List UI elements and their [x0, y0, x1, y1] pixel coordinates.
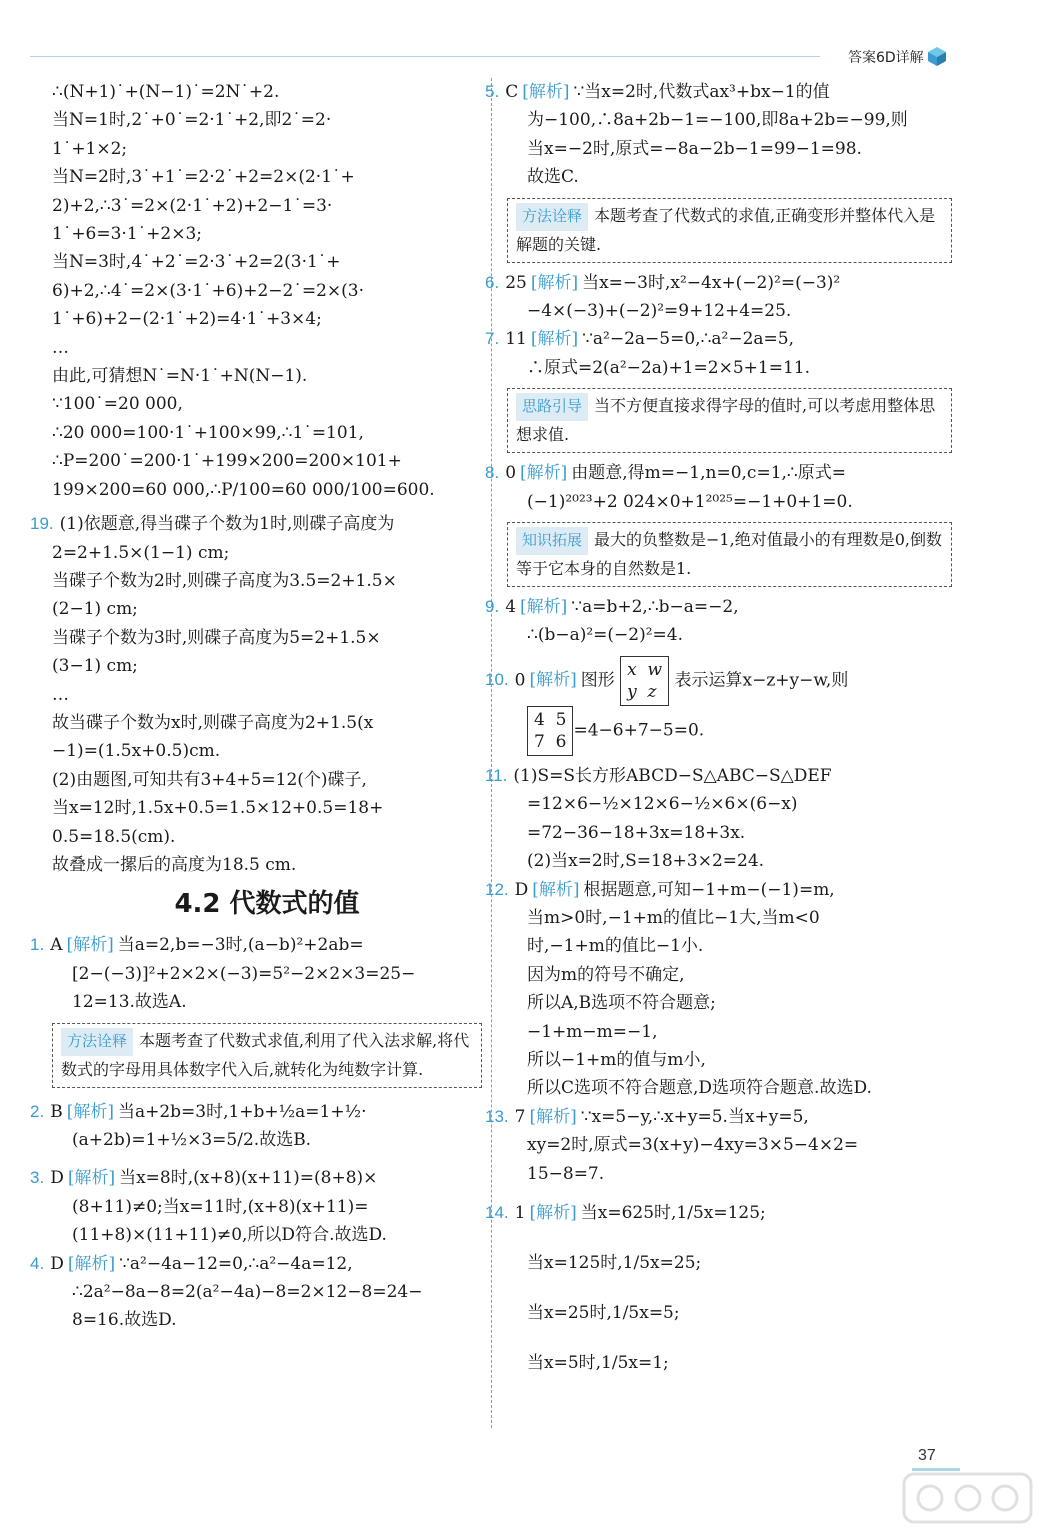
line-text: 8=16.故选D.: [72, 1310, 177, 1331]
text-line: [485, 269, 952, 297]
text-line: [485, 459, 952, 487]
question-2: [30, 1098, 482, 1155]
text-line: [507, 961, 952, 989]
text-line: [52, 1278, 482, 1306]
line-text: =72−36−18+3x=18+3x.: [527, 822, 746, 843]
header-rule: [30, 56, 820, 57]
question-number: 5.: [485, 82, 500, 101]
line-text: 时,−1+m的值比−1小.: [527, 936, 704, 957]
question-14: [485, 1188, 952, 1388]
note-text: 本题考查了代数式的求值,正确变形并整体代入是解题的关键.: [516, 205, 936, 254]
q10-line-1: 4 5 7 6 =4−6+7−5=0.: [507, 706, 952, 756]
line-text: 15−8=7.: [527, 1163, 605, 1184]
left-column: [30, 78, 482, 1335]
line-text: 故选C.: [527, 167, 579, 188]
answer: B: [50, 1101, 63, 1122]
question-12: [485, 876, 952, 1103]
question-number: 12.: [485, 879, 509, 899]
line-text: 当a=2,b=−3时,(a−b)²+2ab=: [117, 935, 364, 956]
answer: 7: [514, 1106, 526, 1127]
analysis-tag: [解析]: [520, 597, 568, 618]
text-line: [507, 989, 952, 1017]
note-box-method: [52, 1023, 482, 1088]
analysis-tag: [解析]: [529, 670, 577, 691]
question-number: 11.: [485, 765, 508, 785]
text-line: [30, 931, 482, 959]
line-text: ∴原式=2(a²−2a)+1=2×5+1=11.: [527, 357, 810, 378]
answer: C: [505, 82, 519, 102]
watermark-logo: [900, 1468, 1035, 1528]
line-text: 当x=5时,1/5x=1;: [527, 1352, 669, 1373]
text-line: …: [52, 337, 69, 358]
text-line: …: [52, 684, 69, 705]
question-number: 14.: [485, 1202, 509, 1222]
answer: 25: [505, 272, 527, 293]
analysis-tag: [解析]: [66, 935, 114, 956]
text-line: 0.5=18.5(cm).: [52, 826, 176, 847]
question-number: 9.: [485, 597, 500, 617]
question-6: [485, 269, 952, 326]
text-line: [485, 762, 952, 790]
text-line: ∴P=200˙=200·1˙+199×200=200×101+: [52, 451, 402, 472]
q19-line-0: 19. (1)依题意,得当碟子个数为1时,则碟子高度为: [30, 514, 395, 535]
question-11: [485, 762, 952, 876]
text-line: 2)+2,∴3˙=2×(2·1˙+2)+2−1˙=3·: [52, 195, 333, 216]
line-text: ∴(b−a)²=(−2)²=4.: [527, 625, 684, 646]
line-text: xy=2时,原式=3(x+y)−4xy=3×5−4×2=: [527, 1135, 859, 1156]
answer: D: [514, 879, 529, 900]
answer: D: [50, 1168, 64, 1189]
question-9: [485, 593, 952, 650]
text-line: [52, 988, 482, 1016]
text-line: [52, 1193, 482, 1221]
text-line: [52, 1126, 482, 1154]
text-line: 当N=2时,3˙+1˙=2·2˙+2=2×(2·1˙+: [52, 167, 355, 188]
line-text: [2−(−3)]²+2×2×(−3)=5²−2×2×3=25−: [72, 963, 416, 984]
text-line: [30, 1164, 482, 1192]
page-number: 37: [918, 1447, 936, 1464]
text-line: [507, 1074, 952, 1102]
text-line: 2=2+1.5×(1−1) cm;: [52, 542, 230, 563]
line-text: (1)S=S长方形ABCD−S△ABC−S△DEF: [513, 765, 832, 786]
answer: 1: [514, 1202, 526, 1223]
cube-icon: [926, 45, 948, 67]
line-text: ∵当x=2时,代数式ax³+bx−1的值: [573, 82, 830, 102]
text-line: [485, 1103, 952, 1131]
text-line: 199×200=60 000,∴P/100=60 000/100=600.: [52, 479, 435, 500]
text-line: 当N=3时,4˙+2˙=2·3˙+2=2(3·1˙+: [52, 252, 341, 273]
answer: D: [50, 1253, 64, 1274]
text-line: 当碟子个数为3时,则碟子高度为5=2+1.5×: [52, 627, 381, 648]
text-line: [485, 593, 952, 621]
question-number: 2.: [30, 1101, 45, 1121]
note-box-method-2: [507, 198, 952, 263]
question-number: 8.: [485, 463, 500, 483]
text-line: 当碟子个数为2时,则碟子高度为3.5=2+1.5×: [52, 570, 397, 591]
note-text: 最大的负整数是−1,绝对值最小的有理数是0,倒数等于它本身的自然数是1.: [516, 530, 942, 579]
q10-line-0: 10. 0 [解析] 图形 x w y z 表示运算x−z+y−w,则: [485, 656, 952, 706]
text-line: [507, 621, 952, 649]
right-column: [485, 78, 952, 1388]
text-line: [507, 297, 952, 325]
question-number: 6.: [485, 272, 500, 292]
line-text: ∵x=5−y,∴x+y=5.当x+y=5,: [580, 1106, 809, 1127]
analysis-tag: [解析]: [66, 1101, 114, 1122]
line-text: 当x=−2时,原式=−8a−2b−1=99−1=98.: [527, 138, 862, 159]
line-text: (8+11)≠0;当x=11时,(x+8)(x+11)=: [72, 1196, 369, 1217]
text-line: (2−1) cm;: [52, 599, 138, 620]
note-box-hint: [507, 388, 952, 453]
text-line: [507, 1046, 952, 1074]
text-line: [507, 847, 952, 875]
analysis-tag: [解析]: [532, 879, 580, 900]
note-text: 本题考查了代数式求值,利用了代入法求解,将代数式的字母用具体数字代入后,就转化为纯数字计算.: [61, 1030, 470, 1079]
text-line: 6)+2,∴4˙=2×(3·1˙+6)+2−2˙=2×(3·: [52, 280, 364, 301]
text-line: 故叠成一摞后的高度为18.5 cm.: [52, 854, 297, 875]
text-line: [507, 1238, 952, 1288]
line-text: ∵a²−2a−5=0,∴a²−2a=5,: [582, 329, 795, 350]
line-text: 所以A,B选项不符合题意;: [527, 993, 716, 1014]
line-text: 所以−1+m的值与m小,: [527, 1049, 706, 1070]
question-number: 3.: [30, 1168, 45, 1188]
text-line: (3−1) cm;: [52, 656, 138, 677]
text-line: [52, 1306, 482, 1334]
text-line: [507, 488, 952, 516]
text-line: [507, 354, 952, 382]
text-line: 当x=12时,1.5x+0.5=1.5×12+0.5=18+: [52, 798, 384, 819]
line-text: (11+8)×(11+11)≠0,所以D符合.故选D.: [72, 1225, 387, 1246]
text-line: [507, 1131, 952, 1159]
question-1: [30, 931, 482, 1016]
line-text: 当x=8时,(x+8)(x+11)=(8+8)×: [119, 1168, 378, 1189]
answer: 0: [514, 670, 526, 691]
question-5: [485, 78, 952, 192]
text-line: [52, 1221, 482, 1249]
text-line: [485, 1188, 952, 1238]
text-line: [507, 932, 952, 960]
line-text: ∵a=b+2,∴b−a=−2,: [571, 597, 739, 618]
text-line: 1˙+1×2;: [52, 138, 128, 159]
text-line: ∵100˙=20 000,: [52, 394, 183, 415]
note-label: 知识拓展: [516, 527, 588, 555]
q19-lines: [52, 539, 482, 880]
q18-continuation: [52, 78, 482, 504]
text-line: ∴20 000=100·1˙+100×99,∴1˙=101,: [52, 422, 364, 443]
text-line: [52, 960, 482, 988]
line-text: ∴2a²−8a−8=2(a²−4a)−8=2×12−8=24−: [72, 1282, 423, 1303]
note-text: 当不方便直接求得字母的值时,可以考虑用整体思想求值.: [516, 396, 936, 445]
note-box-extension: [507, 522, 952, 587]
text-line: 由此,可猜想N˙=N·1˙+N(N−1).: [52, 366, 308, 387]
line-text: ∵a²−4a−12=0,∴a²−4a=12,: [119, 1253, 353, 1274]
line-text: 12=13.故选A.: [72, 992, 187, 1013]
analysis-tag: [解析]: [529, 1202, 577, 1223]
text-line: 1˙+6)+2−(2·1˙+2)=4·1˙+3×4;: [52, 309, 322, 330]
text-line: 1˙+6=3·1˙+2×3;: [52, 224, 203, 245]
question-number: 19.: [30, 514, 54, 534]
text-line: [485, 876, 952, 904]
text-line: [507, 1160, 952, 1188]
analysis-tag: [解析]: [530, 329, 579, 350]
line-text: (a+2b)=1+½×3=5/2.故选B.: [72, 1130, 312, 1150]
line-text: 所以C选项不符合题意,D选项符合题意.故选D.: [527, 1078, 872, 1099]
analysis-tag: [解析]: [530, 272, 579, 293]
line-text: 当x=−3时,x²−4x+(−2)²=(−3)²: [582, 272, 841, 293]
question-number: 7.: [485, 329, 500, 349]
line-text: 根据题意,可知−1+m−(−1)=m,: [583, 879, 835, 900]
text-line: [507, 1288, 952, 1338]
question-3: [30, 1164, 482, 1249]
question-13: [485, 1103, 952, 1188]
line-text: (−1)²⁰²³+2 024×0+1²⁰²⁵=−1+0+1=0.: [527, 491, 853, 512]
question-7: [485, 325, 952, 382]
question-number: 13.: [485, 1106, 509, 1126]
question-10: [485, 656, 952, 756]
line-text: 当x=625时,1/5x=125;: [580, 1202, 766, 1223]
question-19: [30, 510, 482, 879]
line-text: 当x=25时,1/5x=5;: [527, 1302, 680, 1323]
text-line: 当N=1时,2˙+0˙=2·1˙+2,即2˙=2·: [52, 110, 332, 131]
question-4: [30, 1250, 482, 1335]
line-text: 当m>0时,−1+m的值比−1大,当m<0: [527, 907, 820, 928]
note-label: 方法诠释: [61, 1028, 133, 1056]
question-number: 4.: [30, 1253, 45, 1273]
text-line: [507, 790, 952, 818]
line-text: 当a+2b=3时,1+b+½a=1+½·: [117, 1101, 367, 1122]
answer: A: [50, 935, 63, 956]
text-line: [507, 819, 952, 847]
text-line: [507, 135, 952, 163]
question-number: 1.: [30, 935, 45, 955]
text-line: (2)由题图,可知共有3+4+5=12(个)碟子,: [52, 769, 367, 790]
text-line: [485, 78, 952, 106]
answer: 11: [505, 329, 527, 350]
analysis-tag: [解析]: [520, 463, 568, 484]
line-text: 当x=125时,1/5x=25;: [527, 1252, 702, 1273]
line-text: −4×(−3)+(−2)²=9+12+4=25.: [527, 301, 792, 322]
analysis-tag: [解析]: [522, 82, 570, 102]
line-text: =12×6−½×12×6−½×6×(6−x): [527, 794, 798, 815]
text-line: −1)=(1.5x+0.5)cm.: [52, 741, 221, 762]
line-text: 为−100,∴8a+2b−1=−100,即8a+2b=−99,则: [527, 110, 908, 131]
analysis-tag: [解析]: [67, 1253, 116, 1274]
text-line: 故当碟子个数为x时,则碟子高度为2+1.5(x: [52, 712, 374, 733]
section-title: 4.2 代数式的值: [174, 889, 360, 920]
line-text: 因为m的符号不确定,: [527, 964, 685, 985]
text-line: [30, 1250, 482, 1278]
header-title: 答案6D详解: [848, 50, 924, 66]
line-text: 由题意,得m=−1,n=0,c=1,∴原式=: [571, 463, 846, 484]
text-line: [507, 163, 952, 191]
text-line: [507, 1018, 952, 1046]
line-text: −1+m−m=−1,: [527, 1021, 658, 1042]
answer: 0: [505, 463, 517, 484]
note-label: 思路引导: [516, 393, 588, 421]
text-line: ∴(N+1)˙+(N−1)˙=2N˙+2.: [52, 82, 280, 102]
text-line: [507, 106, 952, 134]
matrix-figure: x w y z: [620, 656, 669, 706]
analysis-tag: [解析]: [67, 1168, 116, 1189]
text-line: [30, 1098, 482, 1126]
line-text: (2)当x=2时,S=18+3×2=24.: [527, 851, 765, 872]
question-number: 10.: [485, 670, 509, 690]
note-label: 方法诠释: [516, 203, 588, 231]
answer: 4: [505, 597, 517, 618]
text-line: [507, 1338, 952, 1388]
number-matrix: 4 5 7 6: [527, 706, 573, 756]
analysis-tag: [解析]: [529, 1106, 577, 1127]
question-8: [485, 459, 952, 516]
text-line: [507, 904, 952, 932]
text-line: [485, 325, 952, 353]
